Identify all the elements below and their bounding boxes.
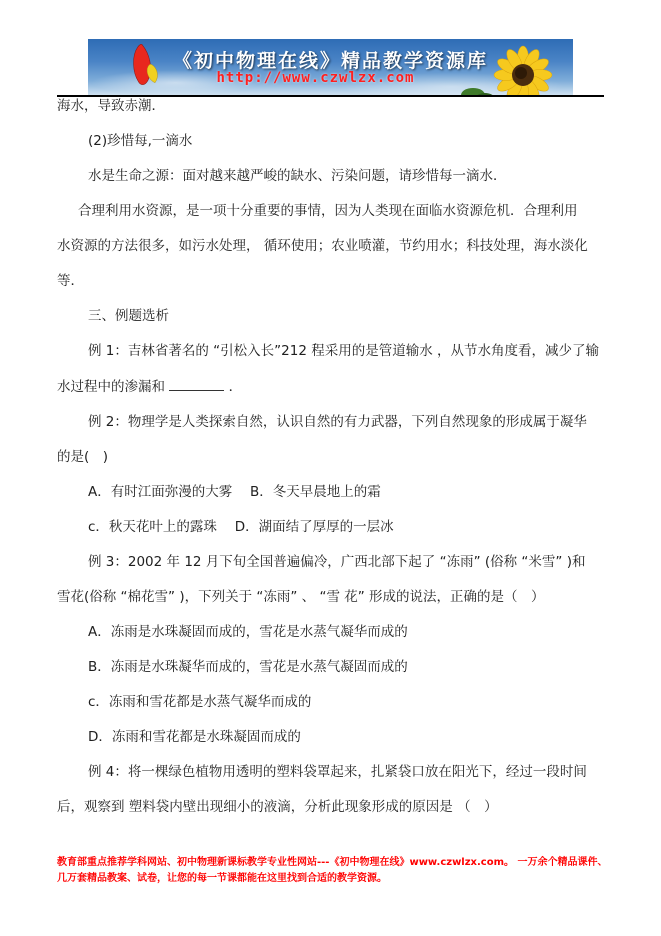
text-line: 海水，导致赤潮． [57, 98, 165, 114]
footer-line-1: 教育部重点推荐学科网站、初中物理新课标教学专业性网站---《初中物理在线》www.czwlzx.com。 一万余个精品课件、 [57, 857, 608, 868]
banner-url: http://www.czwlzx.com [216, 70, 415, 86]
answer-blank [169, 379, 224, 391]
text-line: c．秋天花叶上的露珠 D．湖面结了厚厚的一层冰 [88, 519, 394, 535]
text-line: (2)珍惜每,一滴水 [88, 133, 193, 149]
text-line: A．冻雨是水珠凝固而成的，雪花是水蒸气凝华而成的 [88, 624, 408, 640]
text-line: 的是( ) [57, 449, 109, 465]
text-line: 水是生命之源：面对越来越严峻的缺水、污染问题，请珍惜每一滴水． [88, 168, 507, 184]
text-line: 水过程中的渗漏和 ． [57, 379, 243, 395]
document-body [57, 99, 617, 835]
text-line: 例 3：2002 年 12 月下旬全国普遍偏冷，广西北部下起了 “冻雨” (俗称 “米雪” )和 [88, 554, 586, 570]
text-line: 合理利用水资源，是一项十分重要的事情，因为人类现在面临水资源危机．合理利用 [78, 203, 578, 219]
text-line: 等． [57, 273, 84, 289]
text-line: c．冻雨和雪花都是水蒸气凝华而成的 [88, 694, 312, 710]
text-line: 例 1：吉林省著名的 “引松入长”212 程采用的是管道输水 ，从节水角度看，减少了输 [88, 343, 600, 359]
text-line: 例 4：将一棵绿色植物用透明的塑料袋罩起来，扎紧袋口放在阳光下，经过一段时间 [88, 764, 587, 780]
text-line: 后，观察到 塑料袋内壁出现细小的液滴，分析此现象形成的原因是 （ ） [57, 799, 498, 815]
text-line: A．有时江面弥漫的大雾 B．冬天早晨地上的霜 [88, 484, 381, 500]
text-line: 水资源的方法很多，如污水处理， 循环使用；农业喷灌，节约用水；科技处理，海水淡化 [57, 238, 588, 254]
text-line: 三、例题选析 [88, 308, 169, 324]
text-line: 例 2：物理学是人类探索自然，认识自然的有力武器，下列自然现象的形成属于凝华 [88, 414, 587, 430]
footer-note [57, 855, 637, 887]
banner-title: 《初中物理在线》精品教学资源库 [172, 50, 488, 72]
text-line: D．冻雨和雪花都是水珠凝固而成的 [88, 729, 301, 745]
site-banner [88, 39, 573, 95]
header-divider [57, 95, 604, 97]
text-line: B．冻雨是水珠凝华而成的，雪花是水蒸气凝固而成的 [88, 659, 408, 675]
footer-line-2: 几万套精品教案、试卷，让您的每一节课都能在这里找到合适的教学资源。 [57, 873, 387, 884]
text-line: 雪花(俗称 “棉花雪” )，下列关于 “冻雨” 、 “雪 花” 形成的说法，正确的是（ ） [57, 589, 545, 605]
sunflower-icon [455, 45, 565, 95]
